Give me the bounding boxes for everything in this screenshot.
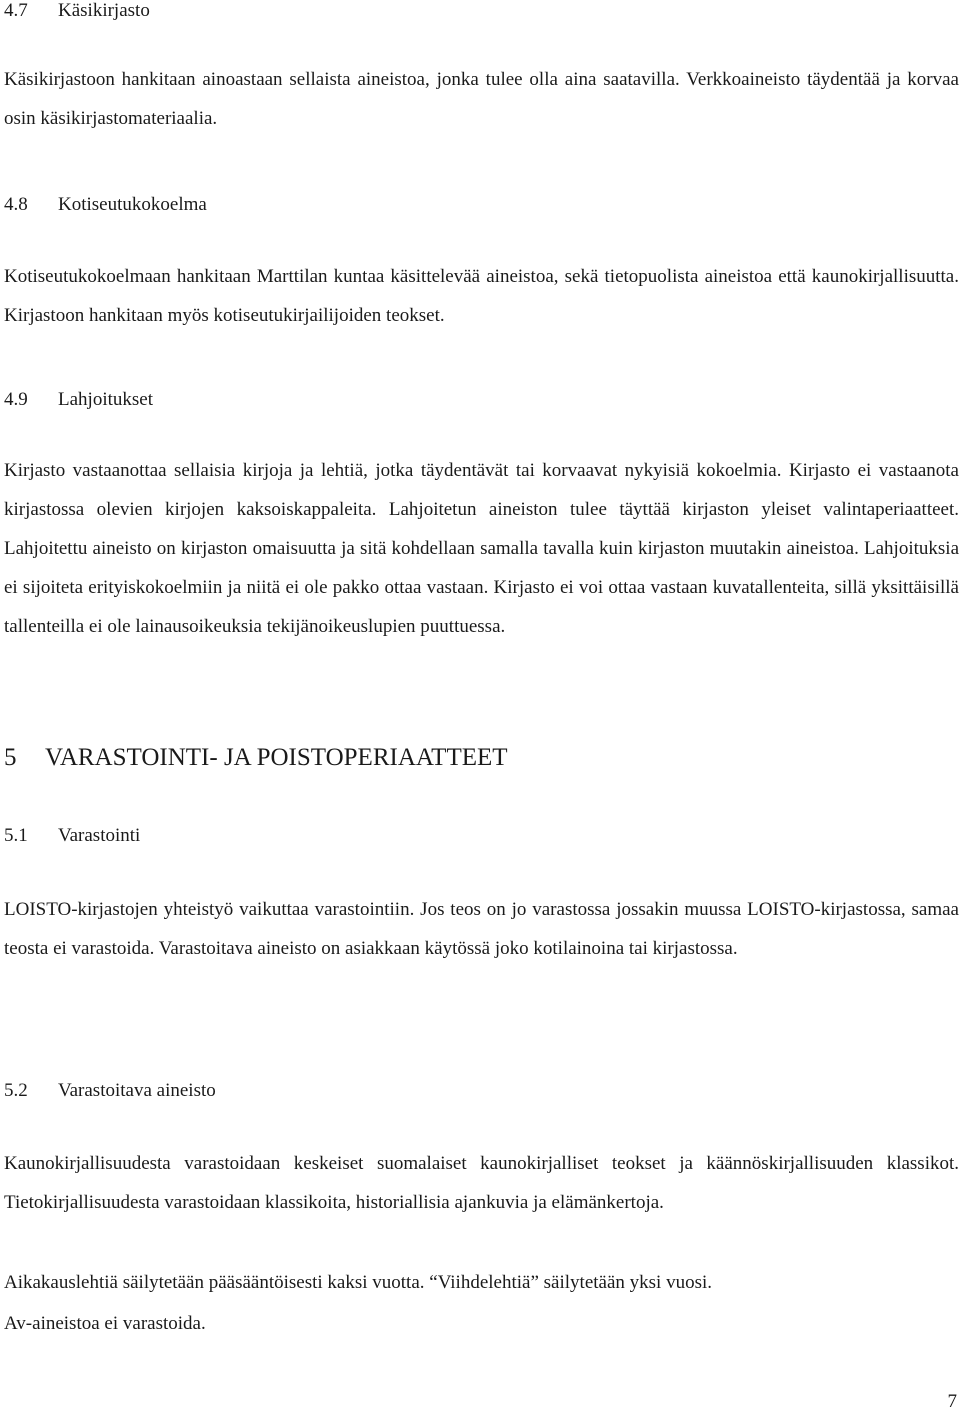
paragraph-kotiseutukokoelma: Kotiseutukokoelmaan hankitaan Marttilan kuntaa käsittelevää aineistoa, sekä tietopuolista aineistoa että kaunokirjallisuutta. Kirjastoon hankitaan myös kotiseutukirjailijoiden teokset. [4,266,959,326]
section-number: 5.2 [4,1080,28,1101]
paragraph-av-aineisto: Av-aineistoa ei varastoida. [4,1313,206,1334]
paragraph-aikakauslehdet: Aikakauslehtiä säilytetään pääsääntöisesti kaksi vuotta. “Viihdelehtiä” säilytetään yksi vuosi. [4,1272,712,1293]
paragraph-kasikirjasto: Käsikirjastoon hankitaan ainoastaan sellaista aineistoa, jonka tulee olla aina saatavilla. Verkkoaineisto täydentää ja korvaa osin käsikirjastomateriaalia. [4,69,959,129]
chapter-heading-5 [4,742,508,774]
section-heading-4-7 [4,0,150,24]
section-heading-4-8 [4,192,207,218]
section-title: Varastoitava aineisto [58,1080,216,1101]
chapter-number: 5 [4,744,17,771]
paragraph-varastoitava-aineisto: Kaunokirjallisuudesta varastoidaan keskeiset suomalaiset kaunokirjalliset teokset ja käännöskirjallisuuden klassikot. Tietokirjallisuudesta varastoidaan klassikoita, historiallisia ajankuvia ja elämänkertoja. [4,1153,959,1213]
section-number: 4.8 [4,194,28,215]
section-title: Käsikirjasto [58,0,150,21]
chapter-title: VARASTOINTI- JA POISTOPERIAATTEET [45,744,508,771]
paragraph-lahjoitukset: Kirjasto vastaanottaa sellaisia kirjoja ja lehtiä, jotka täydentävät tai korvaavat nykyisiä kokoelmia. Kirjasto ei vastaanota kirjastossa olevien kirjojen kaksoiskappaleita. Lahjoitetun aineiston tulee täyttää kirjaston yleiset valintaperiaatteet. Lahjoitettu aineisto on kirjaston omaisuutta ja sitä kohdellaan samalla tavalla kuin kirjaston muutakin aineistoa. Lahjoituksia ei sijoiteta erityiskokoelmiin ja niitä ei ole pakko ottaa vastaan. Kirjasto ei voi ottaa vastaan kuvatallenteita, sillä yksittäisillä tallenteilla ei ole lainausoikeuksia tekijänoikeuslupien puuttuessa. [4,460,959,637]
section-heading-5-2 [4,1078,216,1104]
section-number: 4.7 [4,0,28,21]
section-title: Varastointi [58,825,141,846]
section-number: 5.1 [4,825,28,846]
paragraph-varastointi: LOISTO-kirjastojen yhteistyö vaikuttaa varastointiin. Jos teos on jo varastossa jossakin muussa LOISTO-kirjastossa, samaa teosta ei varastoida. Varastoitava aineisto on asiakkaan käytössä joko kotilainoina tai kirjastossa. [4,899,959,959]
section-heading-5-1 [4,823,140,849]
page-number: 7 [947,1391,957,1412]
section-title: Lahjoitukset [58,389,153,410]
section-title: Kotiseutukokoelma [58,194,207,215]
section-heading-4-9 [4,387,153,413]
section-number: 4.9 [4,389,28,410]
